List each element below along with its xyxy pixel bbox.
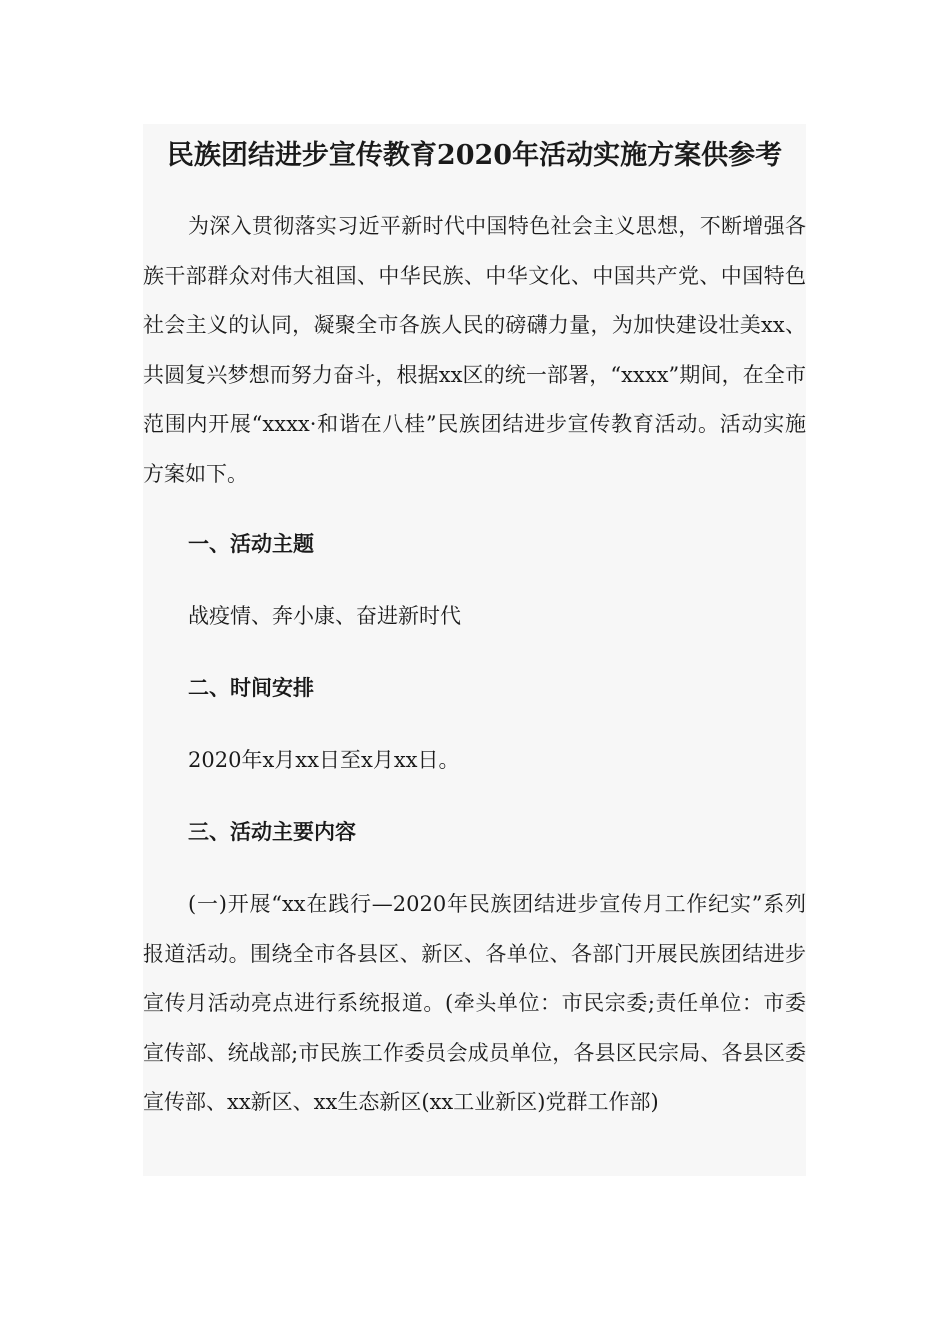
section-heading-content: 三、活动主要内容	[188, 819, 356, 844]
section-body-schedule: 2020年x月xx日至x月xx日。	[188, 748, 460, 772]
document-page	[143, 124, 806, 1176]
document-title: 民族团结进步宣传教育2020年活动实施方案供参考	[166, 140, 783, 171]
section-body-theme: 战疫情、奔小康、奋进新时代	[188, 604, 461, 628]
content-item-1: (一)开展“xx在践行—2020年民族团结进步宣传月工作纪实”系列报道活动。围绕全市各县区、新区、各单位、各部门开展民族团结进步宣传月活动亮点进行系统报道。(牵头单位：市民宗委;责任单位：市委宣传部、统战部;市民族工作委员会成员单位，各县区民宗局、各县区委宣传部、xx新区、xx生态新区(xx工业新区)党群工作部)	[143, 892, 806, 1114]
section-heading-schedule: 二、时间安排	[188, 675, 314, 700]
section-heading-theme: 一、活动主题	[188, 531, 314, 556]
intro-paragraph: 为深入贯彻落实习近平新时代中国特色社会主义思想，不断增强各族干部群众对伟大祖国、中华民族、中华文化、中国共产党、中国特色社会主义的认同，凝聚全市各族人民的磅礴力量，为加快建设壮美xx、共圆复兴梦想而努力奋斗，根据xx区的统一部署，“xxxx”期间，在全市范围内开展“xxxx·和谐在八桂”民族团结进步宣传教育活动。活动实施方案如下。	[143, 214, 806, 486]
